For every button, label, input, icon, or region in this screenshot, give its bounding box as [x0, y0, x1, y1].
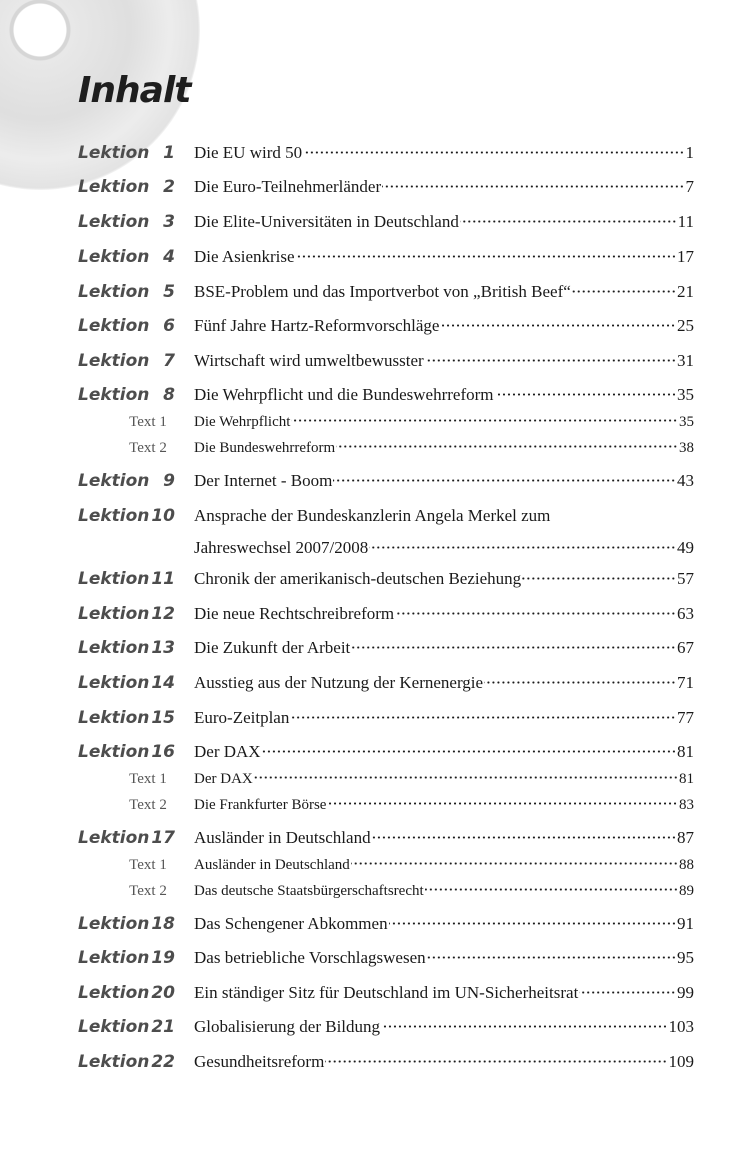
- page-number: 38: [679, 440, 694, 456]
- toc-entry: [194, 143, 694, 163]
- lektion-word: Lektion: [78, 247, 150, 267]
- entry-title: Jahreswechsel 2007/2008: [194, 538, 369, 557]
- lektion-number: 1: [163, 143, 175, 163]
- dot-leader: [382, 185, 684, 188]
- lektion-label: [78, 708, 178, 728]
- lektion-word: Lektion: [78, 471, 150, 491]
- text-label: [118, 797, 178, 814]
- lektion-word: Lektion: [78, 569, 150, 589]
- dot-leader: [351, 862, 678, 865]
- text-number: 2: [159, 440, 167, 456]
- lektion-label: [78, 506, 178, 526]
- dot-leader: [572, 290, 676, 293]
- dot-leader: [262, 750, 676, 753]
- lektion-number: 15: [151, 708, 175, 728]
- lektion-word: Lektion: [78, 673, 150, 693]
- entry-title: Fünf Jahre Hartz-Reformvorschläge: [194, 316, 440, 335]
- page-number: 49: [677, 538, 694, 557]
- text-word: Text: [129, 797, 156, 813]
- lektion-number: 16: [151, 742, 175, 762]
- text-label: [118, 414, 178, 431]
- text-word: Text: [129, 414, 156, 430]
- lektion-word: Lektion: [78, 604, 150, 624]
- toc-entry: [194, 177, 694, 197]
- entry-title: Die neue Rechtschreibreform: [194, 604, 395, 623]
- page-number: 103: [668, 1017, 694, 1036]
- toc-entry: [194, 742, 694, 762]
- lektion-number: 8: [163, 385, 175, 405]
- toc-entry: [194, 212, 694, 232]
- lektion-number: 20: [151, 983, 175, 1003]
- lektion-number: 10: [151, 506, 175, 526]
- toc-entry: [194, 948, 694, 968]
- entry-title: Chronik der amerikanisch-deutschen Beziehung: [194, 569, 522, 588]
- entry-title: Die Wehrpflicht: [194, 414, 291, 430]
- dot-leader: [522, 577, 676, 580]
- entry-title: Gesundheitsreform: [194, 1052, 325, 1071]
- text-number: 1: [159, 771, 167, 787]
- dot-leader: [336, 445, 678, 448]
- toc-entry: [194, 569, 694, 589]
- dot-leader: [372, 836, 676, 839]
- entry-title: Der Internet - Boom: [194, 471, 333, 490]
- toc-entry: [194, 247, 694, 267]
- text-word: Text: [129, 883, 156, 899]
- page-number: 81: [679, 771, 694, 787]
- lektion-number: 9: [163, 471, 175, 491]
- text-number: 2: [159, 883, 167, 899]
- dot-leader: [290, 716, 676, 719]
- lektion-word: Lektion: [78, 1052, 150, 1072]
- entry-title: Die Frankfurter Börse: [194, 797, 327, 813]
- lektion-word: Lektion: [78, 638, 150, 658]
- entry-title: Die Bundeswehrreform: [194, 440, 336, 456]
- lektion-label: [78, 1017, 178, 1037]
- entry-title: Der DAX: [194, 771, 253, 787]
- page-number: 88: [679, 857, 694, 873]
- lektion-word: Lektion: [78, 282, 150, 302]
- lektion-label: [78, 247, 178, 267]
- page-number: 21: [677, 282, 694, 301]
- dot-leader: [495, 393, 676, 396]
- dot-leader: [254, 776, 678, 779]
- lektion-number: 7: [163, 351, 175, 371]
- lektion-label: [78, 351, 178, 371]
- page-number: 83: [679, 797, 694, 813]
- page-number: 63: [677, 604, 694, 623]
- entry-title: Das deutsche Staatsbürgerschaftsrecht: [194, 883, 424, 899]
- dot-leader: [291, 419, 678, 422]
- entry-title: Die EU wird 50: [194, 143, 303, 162]
- entry-title: Die Asienkrise: [194, 247, 295, 266]
- lektion-label: [78, 828, 178, 848]
- lektion-word: Lektion: [78, 316, 150, 336]
- dot-leader: [425, 888, 678, 891]
- lektion-number: 2: [163, 177, 175, 197]
- lektion-word: Lektion: [78, 828, 150, 848]
- dot-leader: [333, 479, 676, 482]
- dot-leader: [579, 991, 676, 994]
- entry-title-line: Ansprache der Bundeskanzlerin Angela Merkel zum: [194, 506, 551, 525]
- entry-title: Ausländer in Deutschland: [194, 828, 371, 847]
- lektion-number: 4: [163, 247, 175, 267]
- page-number: 57: [677, 569, 694, 588]
- entry-title: Ein ständiger Sitz für Deutschland im UN-Sicherheitsrat: [194, 983, 579, 1002]
- lektion-label: [78, 143, 178, 163]
- lektion-number: 19: [151, 948, 175, 968]
- lektion-number: 22: [151, 1052, 175, 1072]
- dot-leader: [296, 255, 676, 258]
- lektion-number: 17: [151, 828, 175, 848]
- lektion-word: Lektion: [78, 506, 150, 526]
- lektion-number: 13: [151, 638, 175, 658]
- toc-entry: [194, 857, 694, 874]
- lektion-label: [78, 569, 178, 589]
- lektion-label: [78, 914, 178, 934]
- lektion-label: [78, 316, 178, 336]
- page-number: 91: [677, 914, 694, 933]
- page-number: 31: [677, 351, 694, 370]
- lektion-word: Lektion: [78, 742, 150, 762]
- entry-title: Euro-Zeitplan: [194, 708, 290, 727]
- lektion-word: Lektion: [78, 177, 150, 197]
- lektion-label: [78, 282, 178, 302]
- page-number: 71: [677, 673, 694, 692]
- dot-leader: [440, 324, 676, 327]
- toc-entry: [194, 638, 694, 658]
- page-number: 89: [679, 883, 694, 899]
- dot-leader: [427, 956, 676, 959]
- toc-entry: [194, 828, 694, 848]
- toc-entry: [194, 983, 694, 1003]
- lektion-number: 5: [163, 282, 175, 302]
- toc-entry: [194, 385, 694, 405]
- toc-entry: [194, 282, 694, 302]
- lektion-label: [78, 177, 178, 197]
- page-number: 1: [685, 143, 694, 162]
- entry-title: Das Schengener Abkommen: [194, 914, 388, 933]
- dot-leader: [389, 922, 676, 925]
- lektion-word: Lektion: [78, 212, 150, 232]
- entry-title: Das betriebliche Vorschlagswesen: [194, 948, 426, 967]
- page-number: 11: [677, 212, 694, 231]
- toc-entry: [194, 914, 694, 934]
- lektion-label: [78, 471, 178, 491]
- lektion-number: 12: [151, 604, 175, 624]
- toc-entry: [194, 1017, 694, 1037]
- toc-entry: [194, 538, 694, 558]
- toc-entry: [194, 673, 694, 693]
- entry-title: Ausstieg aus der Nutzung der Kernenergie: [194, 673, 484, 692]
- page-number: 67: [677, 638, 694, 657]
- dot-leader: [303, 151, 684, 154]
- lektion-number: 3: [163, 212, 175, 232]
- text-word: Text: [129, 857, 156, 873]
- entry-title: Ausländer in Deutschland: [194, 857, 350, 873]
- text-word: Text: [129, 771, 156, 787]
- toc-entry: [194, 351, 694, 371]
- lektion-label: [78, 604, 178, 624]
- entry-title: Die Zukunft der Arbeit: [194, 638, 351, 657]
- toc-entry: [194, 440, 694, 457]
- page-number: 95: [677, 948, 694, 967]
- dot-leader: [351, 646, 676, 649]
- lektion-label: [78, 212, 178, 232]
- toc-entry: [194, 471, 694, 491]
- dot-leader: [327, 802, 678, 805]
- page-title: Inhalt: [78, 70, 191, 111]
- lektion-word: Lektion: [78, 914, 150, 934]
- dot-leader: [369, 546, 676, 549]
- entry-title: Globalisierung der Bildung: [194, 1017, 381, 1036]
- lektion-label: [78, 948, 178, 968]
- dot-leader: [325, 1060, 667, 1063]
- page-number: 81: [677, 742, 694, 761]
- toc-entry: [194, 414, 694, 431]
- page-number: 35: [679, 414, 694, 430]
- lektion-word: Lektion: [78, 351, 150, 371]
- page-number: 35: [677, 385, 694, 404]
- page-number: 17: [677, 247, 694, 266]
- page-number: 7: [685, 177, 694, 196]
- lektion-word: Lektion: [78, 143, 150, 163]
- entry-title: BSE-Problem und das Importverbot von „British Beef“: [194, 282, 571, 301]
- toc-entry: [194, 604, 694, 624]
- page-number: 43: [677, 471, 694, 490]
- text-label: [118, 440, 178, 457]
- page-number: 87: [677, 828, 694, 847]
- text-label: [118, 771, 178, 788]
- toc-entry: [194, 316, 694, 336]
- lektion-number: 18: [151, 914, 175, 934]
- entry-title: Die Euro-Teilnehmerländer: [194, 177, 382, 196]
- dot-leader: [460, 220, 677, 223]
- entry-title: Der DAX: [194, 742, 261, 761]
- lektion-number: 21: [151, 1017, 175, 1037]
- lektion-number: 11: [151, 569, 175, 589]
- toc-entry: [194, 797, 694, 814]
- text-label: [118, 857, 178, 874]
- entry-title: Die Elite-Universitäten in Deutschland: [194, 212, 459, 231]
- dot-leader: [381, 1025, 667, 1028]
- lektion-label: [78, 385, 178, 405]
- toc-entry: [194, 1052, 694, 1072]
- dot-leader: [484, 681, 676, 684]
- lektion-word: Lektion: [78, 948, 150, 968]
- text-word: Text: [129, 440, 156, 456]
- dot-leader: [395, 612, 676, 615]
- lektion-number: 6: [163, 316, 175, 336]
- text-label: [118, 883, 178, 900]
- lektion-word: Lektion: [78, 385, 150, 405]
- toc-entry: [194, 708, 694, 728]
- text-number: 1: [159, 414, 167, 430]
- page-number: 25: [677, 316, 694, 335]
- toc-entry: [194, 883, 694, 900]
- page-number: 99: [677, 983, 694, 1002]
- lektion-label: [78, 983, 178, 1003]
- page-number: 77: [677, 708, 694, 727]
- page-number: 109: [668, 1052, 694, 1071]
- lektion-label: [78, 742, 178, 762]
- lektion-label: [78, 673, 178, 693]
- dot-leader: [425, 359, 676, 362]
- entry-title: Wirtschaft wird umweltbewusster: [194, 351, 424, 370]
- toc-entry: [194, 771, 694, 788]
- lektion-label: [78, 1052, 178, 1072]
- text-number: 1: [159, 857, 167, 873]
- entry-title: Die Wehrpflicht und die Bundeswehrreform: [194, 385, 494, 404]
- lektion-word: Lektion: [78, 708, 150, 728]
- text-number: 2: [159, 797, 167, 813]
- lektion-word: Lektion: [78, 1017, 150, 1037]
- lektion-word: Lektion: [78, 983, 150, 1003]
- lektion-number: 14: [151, 673, 175, 693]
- lektion-label: [78, 638, 178, 658]
